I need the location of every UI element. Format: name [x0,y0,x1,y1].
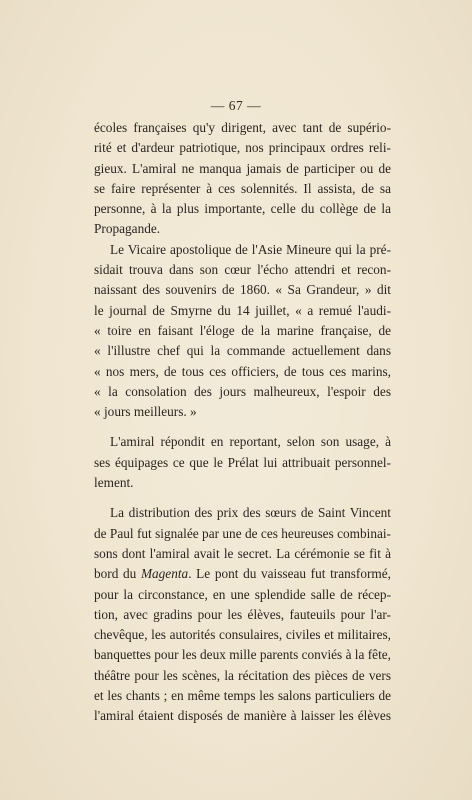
text-line: Propagande. [94,221,161,237]
text-line: L'amiral répondit en reportant, selon son usage, à [110,434,391,450]
page-number: — 67 — [210,98,262,113]
text-line: écoles françaises qu'y dirigent, avec tant de supério- [94,120,391,135]
text-line: théâtre pour les scènes, la récitation des pièces de vers [94,667,391,683]
text-line: La distribution des prix des sœurs de Saint Vincent [110,505,391,521]
text-line: « la consolation des jours malheureux, l'espoir des [94,383,391,399]
paragraph [94,503,391,726]
text-line-with-ship-name: bord du Magenta. Le pont du vaisseau fut transformé, [94,566,392,582]
text-line: l'amiral étaient disposés de manière à laisser les élèves [94,708,391,724]
text-line: pour la circonstance, en une splendide salle de récep- [94,586,391,602]
text-line: se faire représenter à ces solennités. Il assista, de sa [94,180,391,196]
text-line: lement. [94,475,134,491]
text-line: chevêque, les autorités consulaires, civiles et militaires, [94,627,391,643]
text-line: tion, avec gradins pour les élèves, fauteuils pour l'ar- [94,606,391,622]
text-line: « jours meilleurs. » [94,404,197,420]
paragraph [94,432,391,493]
paragraph [94,118,391,240]
text-line: « nos mers, de tous ces officiers, de tous ces marins, [94,363,391,379]
paragraph [94,240,391,423]
text-line: Le Vicaire apostolique de l'Asie Mineure qui la pré- [110,241,391,257]
text-line: sidait trouva dans son cœur l'écho attendri et recon- [94,262,391,278]
text-line: « l'illustre chef qui la commande actuellement dans [94,343,391,359]
text-line: rité et d'ardeur patriotique, nos principaux ordres reli- [94,140,391,156]
text-line: le journal de Smyrne du 14 juillet, « a remué l'audi- [94,302,391,318]
text-line: et les chants ; en même temps les salons particuliers de [94,688,391,704]
text-line: banquettes pour les deux mille parents conviés à la fête, [94,647,391,663]
text-line: naissant des souvenirs de 1860. « Sa Grandeur, » dit [94,282,391,298]
text-line: de Paul fut signalée par une de ces heureuses combinai- [94,525,391,541]
body-text [94,118,391,727]
text-line: « toire en faisant l'éloge de la marine française, de [94,322,391,338]
text-line: personne, à la plus importante, celle du collège de la [94,201,391,217]
text-line: sons dont l'amiral avait le secret. La cérémonie se fit à [94,545,391,561]
text-line: ses équipages ce que le Prélat lui attribuait personnel- [94,454,391,470]
ship-name: Magenta [140,566,189,582]
text-line: gieux. L'amiral ne manqua jamais de participer ou de [94,160,391,176]
